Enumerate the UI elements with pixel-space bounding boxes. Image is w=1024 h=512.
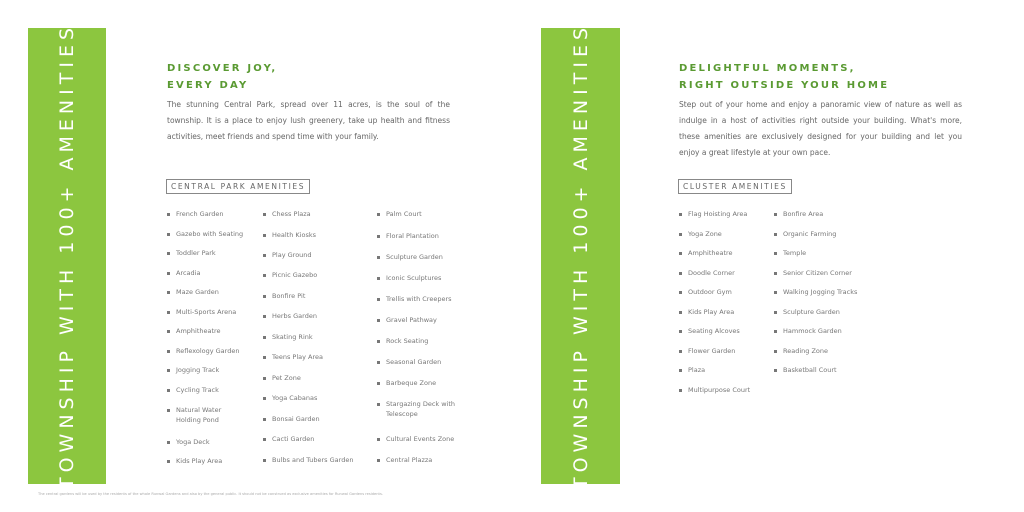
right-heading-line2: RIGHT OUTSIDE YOUR HOME — [679, 80, 890, 91]
left-heading-line2: EVERY DAY — [167, 80, 249, 91]
list-item: Gazebo with Seating — [167, 229, 326, 239]
list-item: Amphitheatre — [679, 248, 838, 258]
list-item: Yoga Deck — [167, 437, 326, 447]
footnote: The central gardens will be used by the residents of the whole Runwal Gardens and also by the general public. It should not be construed as exclusive amenities for Runwal Gardens residents. — [38, 492, 383, 496]
central-park-amenities-label: CENTRAL PARK AMENITIES — [166, 179, 310, 194]
list-item: Herbs Garden — [263, 311, 422, 321]
list-item: Cycling Track — [167, 385, 326, 395]
left-heading-line1: DISCOVER JOY, — [167, 63, 278, 74]
list-item: Arcadia — [167, 268, 326, 278]
list-item: Flower Garden — [679, 346, 838, 356]
list-item: Pet Zone — [263, 373, 422, 383]
list-item: Basketball Court — [774, 365, 933, 375]
list-item: French Garden — [167, 209, 326, 219]
right-bar-title: TOWNSHIP WITH 100+ AMENITIES — [569, 22, 592, 490]
right-heading-line1: DELIGHTFUL MOMENTS, — [679, 63, 856, 74]
list-item: Maze Garden — [167, 287, 326, 297]
list-item: Yoga Cabanas — [263, 393, 422, 403]
list-item: Teens Play Area — [263, 352, 422, 362]
list-item: Amphitheatre — [167, 326, 326, 336]
list-item: Flag Hoisting Area — [679, 209, 838, 219]
list-item: Cultural Events Zone — [377, 434, 536, 444]
list-item: Seating Alcoves — [679, 326, 838, 336]
list-item: Bulbs and Tubers Garden — [263, 455, 422, 465]
list-item: Plaza — [679, 365, 838, 375]
list-item: Play Ground — [263, 250, 422, 260]
list-item: Palm Court — [377, 209, 536, 219]
list-item: Doodle Corner — [679, 268, 838, 278]
cluster-amenities-label: CLUSTER AMENITIES — [678, 179, 792, 194]
list-item: Health Kiosks — [263, 230, 422, 240]
list-item: Picnic Gazebo — [263, 270, 422, 280]
list-item: Hammock Garden — [774, 326, 933, 336]
list-item: Bonfire Area — [774, 209, 933, 219]
list-item: Walking Jogging Tracks — [774, 287, 933, 297]
list-item: Sculpture Garden — [774, 307, 933, 317]
list-item: Multipurpose Court — [679, 385, 838, 395]
left-green-bar — [28, 22, 106, 490]
list-item: Seasonal Garden — [377, 357, 536, 367]
list-item: Natural Water Holding Pond — [167, 405, 231, 425]
list-item: Cacti Garden — [263, 434, 422, 444]
list-item: Bonfire Pit — [263, 291, 422, 301]
list-item: Sculpture Garden — [377, 252, 536, 262]
list-item: Jogging Track — [167, 365, 326, 375]
list-item: Floral Plantation — [377, 231, 536, 241]
list-item: Reading Zone — [774, 346, 933, 356]
list-item: Organic Farming — [774, 229, 933, 239]
list-item: Kids Play Area — [167, 456, 326, 466]
list-item: Yoga Zone — [679, 229, 838, 239]
list-item: Stargazing Deck with Telescope — [377, 399, 466, 419]
list-item: Multi-Sports Arena — [167, 307, 326, 317]
right-green-bar — [541, 22, 620, 490]
list-item: Central Plazza — [377, 455, 536, 465]
list-item: Chess Plaza — [263, 209, 422, 219]
right-paragraph: Step out of your home and enjoy a panoramic view of nature as well as indulge in a host of activities right outside your building. What's more, these amenities are exclusively designed for your building and let you enjoy a great lifestyle at your own pace. — [679, 100, 962, 157]
list-item: Skating Rink — [263, 332, 422, 342]
list-item: Reflexology Garden — [167, 346, 326, 356]
list-item: Senior Citizen Corner — [774, 268, 933, 278]
right-heading — [679, 60, 889, 94]
list-item: Trellis with Creepers — [377, 294, 536, 304]
list-item: Gravel Pathway — [377, 315, 536, 325]
list-item: Rock Seating — [377, 336, 536, 346]
list-item: Barbeque Zone — [377, 378, 536, 388]
left-bar-title: TOWNSHIP WITH 100+ AMENITIES — [56, 22, 78, 490]
list-item: Bonsai Garden — [263, 414, 422, 424]
list-item: Outdoor Gym — [679, 287, 838, 297]
list-item: Temple — [774, 248, 933, 258]
left-paragraph: The stunning Central Park, spread over 11 acres, is the soul of the township. It is a place to enjoy lush greenery, take up health and fitness activities, meet friends and spend time with your family. — [167, 100, 450, 141]
list-item: Toddler Park — [167, 248, 326, 258]
left-heading — [167, 60, 277, 94]
list-item: Kids Play Area — [679, 307, 838, 317]
list-item: Iconic Sculptures — [377, 273, 536, 283]
